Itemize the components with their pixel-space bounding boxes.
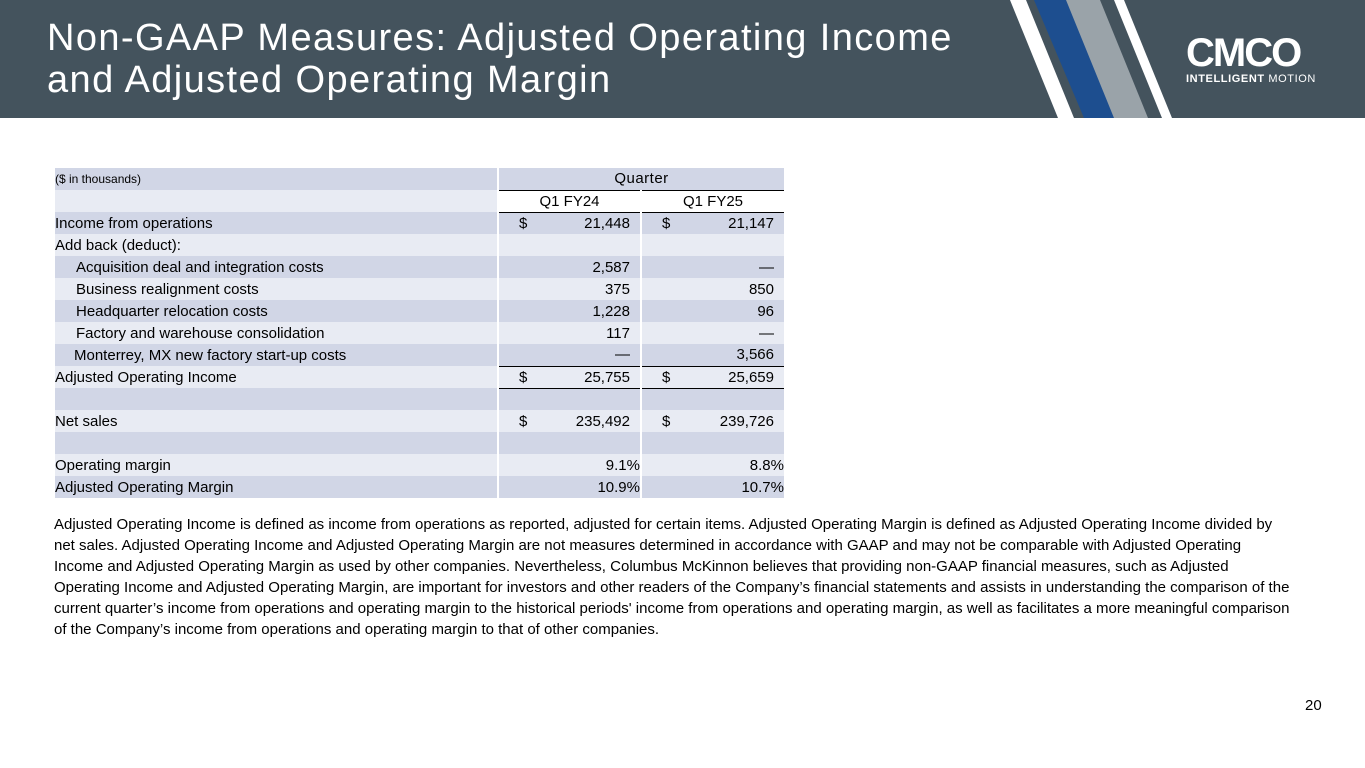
- row-label: Operating margin: [55, 454, 498, 476]
- value-cell-q1: [498, 256, 641, 278]
- currency-symbol: $: [519, 368, 528, 386]
- cell-value: 375: [604, 280, 630, 298]
- row-label: Monterrey, MX new factory start-up costs: [55, 344, 498, 366]
- cell-value: 25,755: [584, 368, 630, 386]
- value-cell-q1: [498, 388, 641, 410]
- table-row: [55, 278, 784, 300]
- value-cell-q1: [498, 322, 641, 344]
- logo-tagline-bold: INTELLIGENT: [1186, 73, 1265, 85]
- row-label: Adjusted Operating Income: [55, 366, 498, 388]
- table-row: [55, 344, 784, 366]
- cell-value: 8.8%: [749, 456, 784, 474]
- cell-value: —: [615, 346, 630, 364]
- row-label: Factory and warehouse consolidation: [55, 322, 498, 344]
- value-cell-q2: [641, 278, 784, 300]
- logo-text: CMCO: [1186, 31, 1301, 75]
- row-label: [55, 388, 498, 410]
- header-blank-cell: [55, 190, 498, 212]
- value-cell-q2: [641, 410, 784, 432]
- cell-value: 3,566: [736, 346, 774, 364]
- cell-value: 239,726: [719, 412, 774, 430]
- table-row: [55, 234, 784, 256]
- cell-value: —: [759, 258, 774, 276]
- row-label: Business realignment costs: [55, 278, 498, 300]
- value-cell-q2: [641, 322, 784, 344]
- table-row: [55, 454, 784, 476]
- table-row: [55, 388, 784, 410]
- value-cell-q2: [641, 476, 784, 498]
- header-bar: [0, 0, 1365, 118]
- table-row: [55, 410, 784, 432]
- currency-symbol: $: [662, 412, 671, 430]
- value-cell-q2: [641, 432, 784, 454]
- table-row: [55, 300, 784, 322]
- cell-value: —: [759, 324, 774, 342]
- value-cell-q1: [498, 366, 641, 388]
- value-cell-q2: [641, 234, 784, 256]
- units-label: ($ in thousands): [55, 168, 498, 190]
- currency-symbol: $: [662, 214, 671, 232]
- value-cell-q1: [498, 476, 641, 498]
- quarter-group-header: Quarter: [498, 168, 784, 190]
- column-header-q1fy24: Q1 FY24: [498, 190, 641, 212]
- cell-value: 96: [757, 302, 774, 320]
- cell-value: 2,587: [592, 258, 630, 276]
- cell-value: 21,147: [728, 214, 774, 232]
- page-number: 20: [1305, 697, 1322, 714]
- table-row: [55, 476, 784, 498]
- row-label: Net sales: [55, 410, 498, 432]
- page-title-line2: and Adjusted Operating Margin: [47, 59, 612, 101]
- table-header-row: [55, 168, 784, 190]
- cell-value: 1,228: [592, 302, 630, 320]
- cell-value: 10.7%: [741, 478, 784, 496]
- value-cell-q2: [641, 212, 784, 234]
- currency-symbol: $: [519, 412, 528, 430]
- value-cell-q1: [498, 410, 641, 432]
- row-label: Adjusted Operating Margin: [55, 476, 498, 498]
- cell-value: 21,448: [584, 214, 630, 232]
- value-cell-q2: [641, 454, 784, 476]
- value-cell-q2: [641, 256, 784, 278]
- value-cell-q1: [498, 344, 641, 366]
- value-cell-q1: [498, 300, 641, 322]
- value-cell-q1: [498, 432, 641, 454]
- definition-note: Adjusted Operating Income is defined as income from operations as reported, adjusted for certain items. Adjusted Operating Margin is defined as Adjusted Operating Income divided by net sales. Adjusted Operating Income and Adjusted Operating Margin are not measures determined in accordance with GAAP and may not be comparable with Adjusted Operating Income and Adjusted Operating Margin as used by other companies. Nevertheless, Columbus McKinnon believes that providing non-GAAP financial measures, such as Adjusted Operating Income and Adjusted Operating Margin, are important for investors and other readers of the Company’s financial statements and assists in understanding the comparison of the current quarter’s income from operations and operating margin to the historical periods' income from operations and operating margin, as well as facilitates a more meaningful comparison of the Company’s income from operations and operating margin to that of other companies.: [54, 516, 1290, 638]
- row-label: Income from operations: [55, 212, 498, 234]
- table-row: [55, 322, 784, 344]
- logo-tagline-rest: MOTION: [1264, 73, 1316, 85]
- value-cell-q1: [498, 212, 641, 234]
- cell-value: 10.9%: [597, 478, 640, 496]
- table-column-header-row: [55, 190, 784, 212]
- page-title: [47, 17, 1007, 101]
- cell-value: 850: [748, 280, 774, 298]
- currency-symbol: $: [662, 368, 671, 386]
- currency-symbol: $: [519, 214, 528, 232]
- financial-table: [55, 168, 784, 498]
- value-cell-q1: [498, 234, 641, 256]
- value-cell-q1: [498, 278, 641, 300]
- cell-value: 235,492: [575, 412, 630, 430]
- value-cell-q2: [641, 344, 784, 366]
- value-cell-q2: [641, 388, 784, 410]
- logo-tagline: [1186, 73, 1316, 85]
- value-cell-q1: [498, 454, 641, 476]
- page-title-line1: Non-GAAP Measures: Adjusted Operating Income: [47, 17, 953, 59]
- table-row: [55, 432, 784, 454]
- cell-value: 9.1%: [605, 456, 640, 474]
- table-row: [55, 256, 784, 278]
- table-row: [55, 212, 784, 234]
- cell-value: 25,659: [728, 368, 774, 386]
- value-cell-q2: [641, 366, 784, 388]
- row-label: Headquarter relocation costs: [55, 300, 498, 322]
- table-row: [55, 366, 784, 388]
- value-cell-q2: [641, 300, 784, 322]
- row-label: Acquisition deal and integration costs: [55, 256, 498, 278]
- cell-value: 117: [606, 324, 630, 342]
- row-label: [55, 432, 498, 454]
- column-header-q1fy25: Q1 FY25: [641, 190, 784, 212]
- row-label: Add back (deduct):: [55, 234, 498, 256]
